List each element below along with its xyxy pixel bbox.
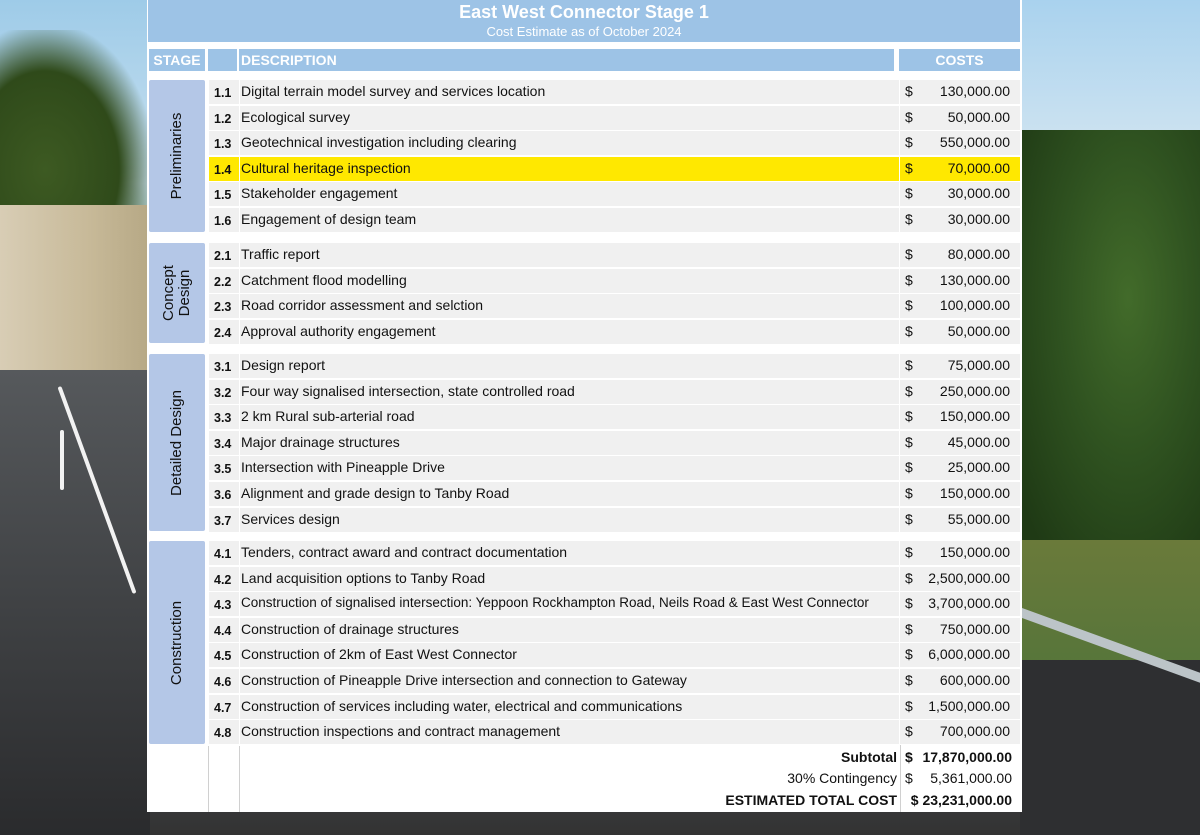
rock-cutting xyxy=(0,205,150,390)
item-description: Construction of services including water, electrical and communications xyxy=(241,698,683,714)
item-description: Construction of drainage structures xyxy=(241,621,459,637)
road-left xyxy=(0,370,150,835)
item-cost: 80,000.00 xyxy=(947,246,1010,262)
item-cost: 130,000.00 xyxy=(939,83,1010,99)
item-description: Alignment and grade design to Tanby Road xyxy=(241,485,510,501)
item-number: 2.1 xyxy=(214,249,232,263)
trees-left xyxy=(0,30,150,230)
background-left-scene xyxy=(0,0,150,835)
item-cost: 70,000.00 xyxy=(947,160,1010,176)
item-description: Ecological survey xyxy=(241,109,350,125)
item-description: Road corridor assessment and selction xyxy=(241,297,484,313)
item-cost: 3,700,000.00 xyxy=(928,595,1010,611)
item-description: 2 km Rural sub-arterial road xyxy=(241,408,415,424)
item-description: Intersection with Pineapple Drive xyxy=(241,459,445,475)
item-description: Catchment flood modelling xyxy=(241,272,407,288)
item-currency: $ xyxy=(905,408,913,424)
item-description: Digital terrain model survey and services location xyxy=(241,83,546,99)
cost-estimate-sheet xyxy=(147,0,1022,812)
road-right xyxy=(1020,660,1200,835)
item-description: Construction of signalised intersection: Yeppoon Rockhampton Road, Neils Road & East West Connector xyxy=(241,595,869,610)
item-cost: 75,000.00 xyxy=(947,357,1010,373)
sheet-subtitle: Cost Estimate as of October 2024 xyxy=(486,24,682,39)
column-separator xyxy=(208,76,209,746)
item-currency: $ xyxy=(905,672,913,688)
item-cost: 50,000.00 xyxy=(947,109,1010,125)
item-description: Stakeholder engagement xyxy=(241,185,398,201)
stage-label: Detailed Design xyxy=(168,389,185,496)
stage-label xyxy=(161,265,193,321)
grass-right xyxy=(1020,540,1200,670)
item-currency: $ xyxy=(905,485,913,501)
item-cost: 150,000.00 xyxy=(939,544,1010,560)
item-description: Tenders, contract award and contract documentation xyxy=(241,544,568,560)
item-cost: 130,000.00 xyxy=(939,272,1010,288)
item-description: Geotechnical investigation including clearing xyxy=(241,134,517,150)
item-description: Engagement of design team xyxy=(241,211,417,227)
column-separator xyxy=(239,76,240,746)
sheet-title: East West Connector Stage 1 xyxy=(459,2,709,22)
stage-label: Construction xyxy=(168,600,185,685)
item-currency: $ xyxy=(905,698,913,714)
item-cost: 750,000.00 xyxy=(939,621,1010,637)
item-description: Land acquisition options to Tanby Road xyxy=(241,570,486,586)
item-cost: 100,000.00 xyxy=(939,297,1010,313)
item-description: Construction of 2km of East West Connector xyxy=(241,646,517,662)
item-cost: 550,000.00 xyxy=(939,134,1010,150)
item-number: 4.1 xyxy=(214,547,232,561)
item-number: 1.1 xyxy=(214,86,232,100)
item-number: 3.7 xyxy=(214,514,232,528)
item-currency: $ xyxy=(905,621,913,637)
item-currency: $ xyxy=(905,544,913,560)
item-currency: $ xyxy=(905,459,913,475)
stage-label-line: Design xyxy=(176,269,193,317)
header-description: DESCRIPTION xyxy=(239,49,894,71)
background-right-scene xyxy=(1020,0,1200,835)
item-number: 2.3 xyxy=(214,300,232,314)
item-cost: 6,000,000.00 xyxy=(928,646,1010,662)
item-cost: 700,000.00 xyxy=(939,723,1010,739)
item-cost: 150,000.00 xyxy=(939,485,1010,501)
header-costs: COSTS xyxy=(899,49,1020,71)
item-description: Design report xyxy=(241,357,326,373)
item-number: 3.5 xyxy=(214,462,232,476)
item-currency: $ xyxy=(905,383,913,399)
item-description: Four way signalised intersection, state controlled road xyxy=(241,383,575,399)
stage-cell xyxy=(149,541,205,744)
stage-label: Preliminaries xyxy=(168,112,185,200)
subtotal-dollar: $ xyxy=(905,749,913,765)
item-description: Construction of Pineapple Drive intersection and connection to Gateway xyxy=(241,672,687,688)
item-number: 3.3 xyxy=(214,411,232,425)
item-number: 3.2 xyxy=(214,386,232,400)
item-currency: $ xyxy=(905,211,913,227)
stage-label-line: Concept xyxy=(160,265,177,321)
item-number: 3.1 xyxy=(214,360,232,374)
item-currency: $ xyxy=(905,246,913,262)
item-number: 4.2 xyxy=(214,573,232,587)
total-value: $ 23,231,000.00 xyxy=(910,792,1012,808)
item-number: 1.5 xyxy=(214,188,232,202)
item-currency: $ xyxy=(905,434,913,450)
item-number: 4.3 xyxy=(214,598,232,612)
item-description: Major drainage structures xyxy=(241,434,400,450)
item-number: 2.2 xyxy=(214,275,232,289)
item-description: Approval authority engagement xyxy=(241,323,436,339)
item-cost: 150,000.00 xyxy=(939,408,1010,424)
contingency-dollar: $ xyxy=(905,770,913,786)
subtotal-label: Subtotal xyxy=(841,749,897,765)
header-stage: STAGE xyxy=(149,49,205,71)
item-currency: $ xyxy=(905,646,913,662)
item-cost: 600,000.00 xyxy=(939,672,1010,688)
item-currency: $ xyxy=(905,357,913,373)
item-currency: $ xyxy=(905,272,913,288)
item-cost: 1,500,000.00 xyxy=(928,698,1010,714)
totals-divider xyxy=(208,745,209,812)
item-cost: 2,500,000.00 xyxy=(928,570,1010,586)
stage-cell xyxy=(149,354,205,531)
title-banner xyxy=(148,0,1020,42)
item-number: 2.4 xyxy=(214,326,232,340)
item-currency: $ xyxy=(905,570,913,586)
item-number: 4.5 xyxy=(214,649,232,663)
item-description: Traffic report xyxy=(241,246,320,262)
item-currency: $ xyxy=(905,109,913,125)
item-description: Services design xyxy=(241,511,340,527)
item-currency: $ xyxy=(905,83,913,99)
subtotal-value: 17,870,000.00 xyxy=(922,749,1012,765)
item-currency: $ xyxy=(905,134,913,150)
item-number: 3.4 xyxy=(214,437,232,451)
item-currency: $ xyxy=(905,511,913,527)
header-number xyxy=(208,49,237,71)
item-description: Cultural heritage inspection xyxy=(241,160,411,176)
item-cost: 250,000.00 xyxy=(939,383,1010,399)
stage-cell xyxy=(149,243,205,343)
item-cost: 25,000.00 xyxy=(947,459,1010,475)
item-number: 1.4 xyxy=(214,163,232,177)
item-cost: 30,000.00 xyxy=(947,211,1010,227)
column-separator xyxy=(899,76,900,746)
item-cost: 50,000.00 xyxy=(947,323,1010,339)
item-currency: $ xyxy=(905,185,913,201)
item-cost: 30,000.00 xyxy=(947,185,1010,201)
item-number: 4.4 xyxy=(214,624,232,638)
contingency-value: 5,361,000.00 xyxy=(930,770,1012,786)
totals-divider xyxy=(900,745,901,812)
item-description: Construction inspections and contract management xyxy=(241,723,561,739)
item-number: 1.6 xyxy=(214,214,232,228)
item-number: 4.6 xyxy=(214,675,232,689)
item-number: 4.8 xyxy=(214,726,232,740)
stage-cell xyxy=(149,80,205,232)
forest-right xyxy=(1020,130,1200,550)
item-currency: $ xyxy=(905,323,913,339)
item-currency: $ xyxy=(905,160,913,176)
item-number: 3.6 xyxy=(214,488,232,502)
total-label: ESTIMATED TOTAL COST xyxy=(725,792,897,808)
item-cost: 45,000.00 xyxy=(947,434,1010,450)
item-currency: $ xyxy=(905,595,913,611)
totals-divider xyxy=(239,745,240,812)
item-currency: $ xyxy=(905,723,913,739)
item-currency: $ xyxy=(905,297,913,313)
item-number: 4.7 xyxy=(214,701,232,715)
contingency-label: 30% Contingency xyxy=(787,770,897,786)
item-number: 1.3 xyxy=(214,137,232,151)
item-number: 1.2 xyxy=(214,112,232,126)
item-cost: 55,000.00 xyxy=(947,511,1010,527)
